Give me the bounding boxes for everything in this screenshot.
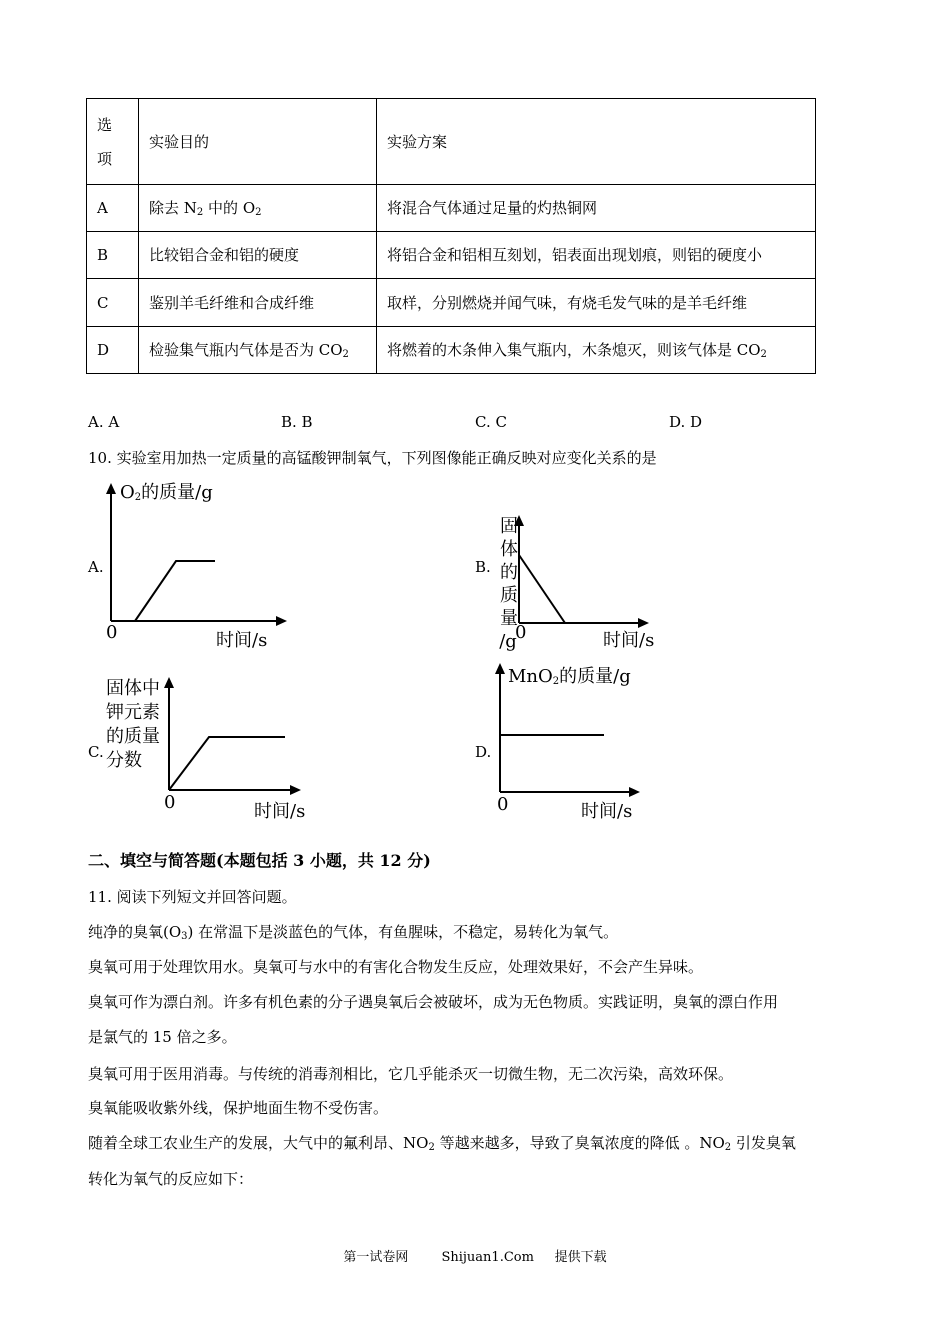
row-option: A [87,185,139,232]
row-plan: 取样，分别燃烧并闻气味，有烧毛发气味的是羊毛纤维 [377,279,816,327]
q11-paragraph-3-line2: 是氯气的 15 倍之多。 [88,1028,237,1046]
row-purpose: 除去 $N_2$ 中的 $O_2$ [139,185,377,232]
table-row [87,185,816,232]
table-header-row [87,99,816,185]
header-purpose: 实验目的 [139,99,377,185]
graph-d-x-arrow [629,787,640,797]
header-option [87,99,139,185]
row-plan: 将混合气体通过足量的灼热铜网 [377,185,816,232]
graph-c-xlabel: 时间/s [254,801,306,822]
row-option: B [87,232,139,279]
graph-c-option: C. [88,743,104,761]
q11-paragraph-2: 臭氧可用于处理饮用水。臭氧可与水中的有害化合物发生反应，处理效果好，不会产生异味。 [88,958,704,976]
graph-b-curve [519,555,565,623]
page-footer: 第一试卷网 Shijuan1.Com 提供下载 [343,1250,607,1265]
q11-paragraph-6-line2: 转化为氧气的反应如下： [88,1170,254,1188]
graph-b [505,510,655,630]
graph-c-x-arrow [290,785,301,795]
graph-b-xlabel: 时间/s [603,630,655,651]
graph-d-y-arrow [495,663,505,674]
row-purpose: 比较铝合金和铝的硬度 [139,232,377,279]
graph-c-ylabel: 固体中 钾元素 的质量 分数 [106,678,160,771]
graph-b-option: B. [475,558,491,576]
header-option-line1: 选 [97,115,113,134]
row-purpose: 鉴别羊毛纤维和合成纤维 [139,279,377,327]
row-option: D [87,327,139,374]
graph-c [155,672,305,802]
table-row [87,327,816,374]
row-option: C [87,279,139,327]
q11-paragraph-1: 纯净的臭氧$(O_3)$ 在常温下是淡蓝色的气体，有鱼腥味，不稳定，易转化为氧气。 [88,923,619,942]
choice-c: C. C [475,413,507,431]
graph-c-origin: 0 [164,792,176,813]
graph-d-option: D. [475,743,492,761]
graph-a-x-arrow [276,616,287,626]
section-heading: 二、填空与简答题(本题包括 3 小题，共 12 分) [88,851,431,870]
q11-paragraph-3-line1: 臭氧可作为漂白剂。许多有机色素的分子遇臭氧后会被破坏，成为无色物质。实践证明，臭氧的漂白作用 [88,993,779,1011]
row-plan: 将燃着的木条伸入集气瓶内，木条熄灭，则该气体是 $CO_2$ [377,327,816,374]
graph-a-curve [135,561,215,621]
graph-c-curve [169,737,285,790]
header-option-line2: 项 [97,149,113,168]
graph-b-origin: 0 [515,622,527,643]
graph-a-xlabel: 时间/s [216,630,268,651]
row-plan: 将铝合金和铝相互刻划，铝表面出现划痕，则铝的硬度小 [377,232,816,279]
graph-d-origin: 0 [497,794,509,815]
graph-a-origin: 0 [106,622,118,643]
q10-stem: 10. 实验室用加热一定质量的高锰酸钾制氧气，下列图像能正确反映对应变化关系的是 [88,449,657,467]
choice-d: D. D [669,413,703,431]
q11-stem: 11. 阅读下列短文并回答问题。 [88,888,297,906]
graph-a-option: A. [88,558,104,576]
row-purpose: 检验集气瓶内气体是否为 $CO_2$ [139,327,377,374]
table-row [87,232,816,279]
graph-a-y-arrow [106,483,116,494]
q11-paragraph-6-line1: 随着全球工农业生产的发展，大气中的氟利昂、$NO_2$ 等越来越多，导致了臭氧浓度的降低 。$NO_2$ 引发臭氧 [88,1134,796,1153]
graph-a-ylabel: $O_2$的质量/g [120,482,213,503]
experiment-table [86,98,816,374]
header-plan: 实验方案 [377,99,816,185]
graph-d-ylabel: MnO$_2$的质量/g [508,666,631,687]
q11-paragraph-5: 臭氧能吸收紫外线，保护地面生物不受伤害。 [88,1099,389,1117]
table-row [87,279,816,327]
q11-paragraph-4: 臭氧可用于医用消毒。与传统的消毒剂相比，它几乎能杀灭一切微生物，无二次污染，高效环保。 [88,1065,734,1083]
graph-c-y-arrow [164,677,174,688]
choice-b: B. B [281,413,313,431]
graph-b-ylabel: 固 体 的 质 量 /g [499,516,518,652]
choice-a: A. A [88,413,120,431]
graph-d-xlabel: 时间/s [581,801,633,822]
